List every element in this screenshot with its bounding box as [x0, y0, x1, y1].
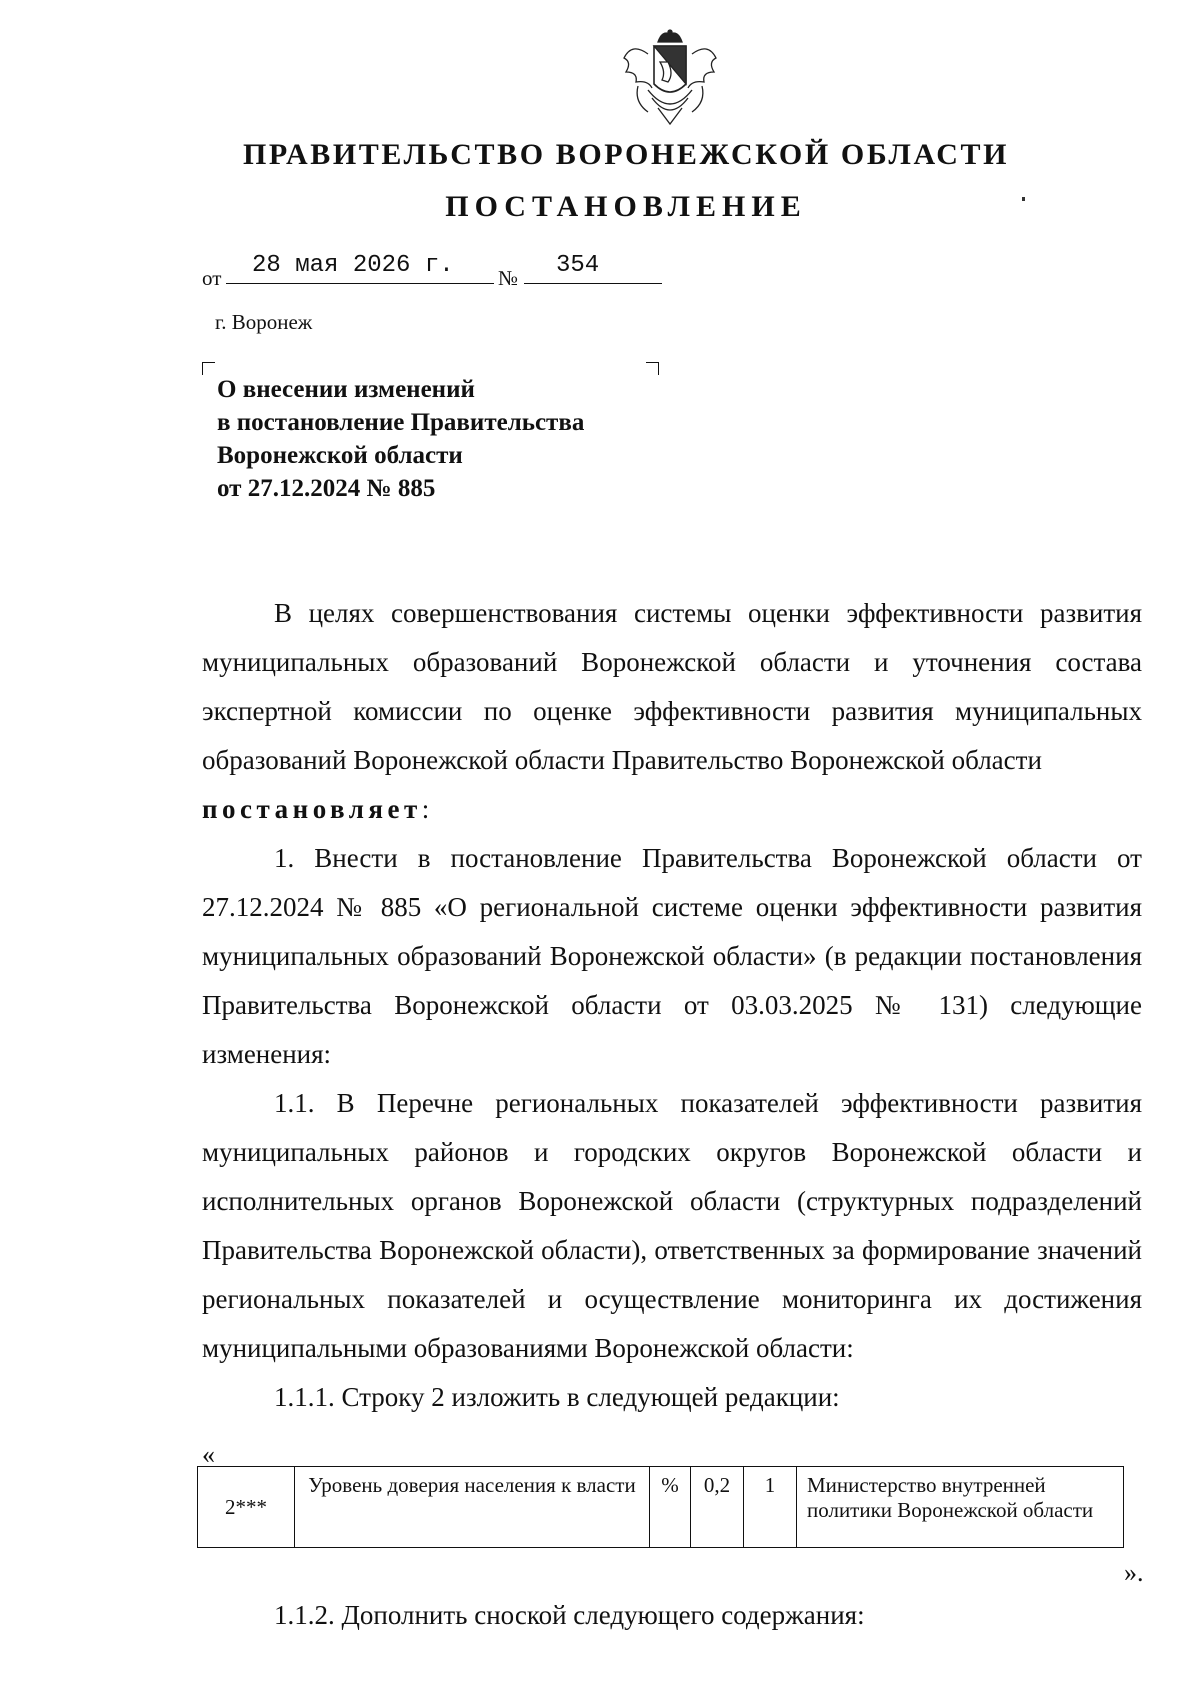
coat-of-arms-emblem: [618, 28, 722, 128]
cell-weight: 0,2: [691, 1467, 744, 1548]
stray-mark: [1022, 197, 1025, 201]
city-label: г. Воронеж: [215, 310, 313, 334]
document-type-title: ПОСТАНОВЛЕНИЕ: [445, 190, 807, 223]
document-date: 28 мая 2026 г.: [226, 252, 494, 284]
item-1-1-paragraph: 1.1. В Перечне региональных показателей эффективности развития муниципальных районов и городских округов Воронежской области и исполнительных органов Воронежской области (структурных подразделений Правительства Воронежской области), ответственных за формирование значений региональных показателей и осуществление мониторинга их достижения муниципальными образованиями Воронежской области:: [202, 1088, 1142, 1363]
document-body: [202, 589, 1142, 1422]
item-1-1-2-paragraph: 1.1.2. Дополнить сноской следующего содержания:: [274, 1600, 865, 1630]
table-row: [198, 1467, 1124, 1548]
cell-row-number: 2***: [198, 1467, 295, 1548]
item-1-1-1-paragraph: 1.1.1. Строку 2 изложить в следующей редакции:: [274, 1382, 840, 1412]
preamble-paragraph: В целях совершенствования системы оценки эффективности развития муниципальных образований Воронежской области и уточнения состава экспертной комиссии по оценке эффективности развития муниципальных образований Воронежской области Правительство Воронежской области: [202, 598, 1142, 775]
quote-close: ».: [1124, 1558, 1144, 1587]
subject-line: в постановление Правительства: [217, 409, 585, 436]
decree-paragraph: [202, 785, 1142, 834]
subject-line: Воронежской области: [217, 442, 463, 469]
date-prefix: от: [202, 266, 222, 290]
subject-line: от 27.12.2024 № 885: [217, 475, 436, 502]
document-number: 354: [524, 252, 662, 284]
cell-indicator: Уровень доверия населения к власти: [295, 1467, 650, 1548]
indicator-table: [197, 1466, 1124, 1548]
subject-line: О внесении изменений: [217, 376, 475, 403]
number-prefix: №: [498, 266, 519, 290]
government-title: ПРАВИТЕЛЬСТВО ВОРОНЕЖСКОЙ ОБЛАСТИ: [242, 138, 1010, 171]
decree-word: постановляет: [202, 794, 422, 824]
subject-corner-left: [202, 362, 215, 375]
item-1-paragraph: 1. Внести в постановление Правительства Воронежской области от 27.12.2024 № 885 «О региональной системе оценки эффективности развития муниципальных образований Воронежской области» (в редакции постановления Правительства Воронежской области от 03.03.2025 № 131) следующие изменения:: [202, 843, 1142, 1069]
cell-value: 1: [744, 1467, 797, 1548]
quote-open: «: [202, 1440, 215, 1469]
document-subject: [217, 373, 584, 505]
document-body-continued: [202, 1591, 1142, 1640]
cell-unit: %: [650, 1467, 691, 1548]
subject-corner-right: [646, 362, 659, 375]
decree-colon: :: [421, 794, 430, 824]
cell-responsible: Министерство внутренней политики Воронежской области: [797, 1467, 1124, 1548]
